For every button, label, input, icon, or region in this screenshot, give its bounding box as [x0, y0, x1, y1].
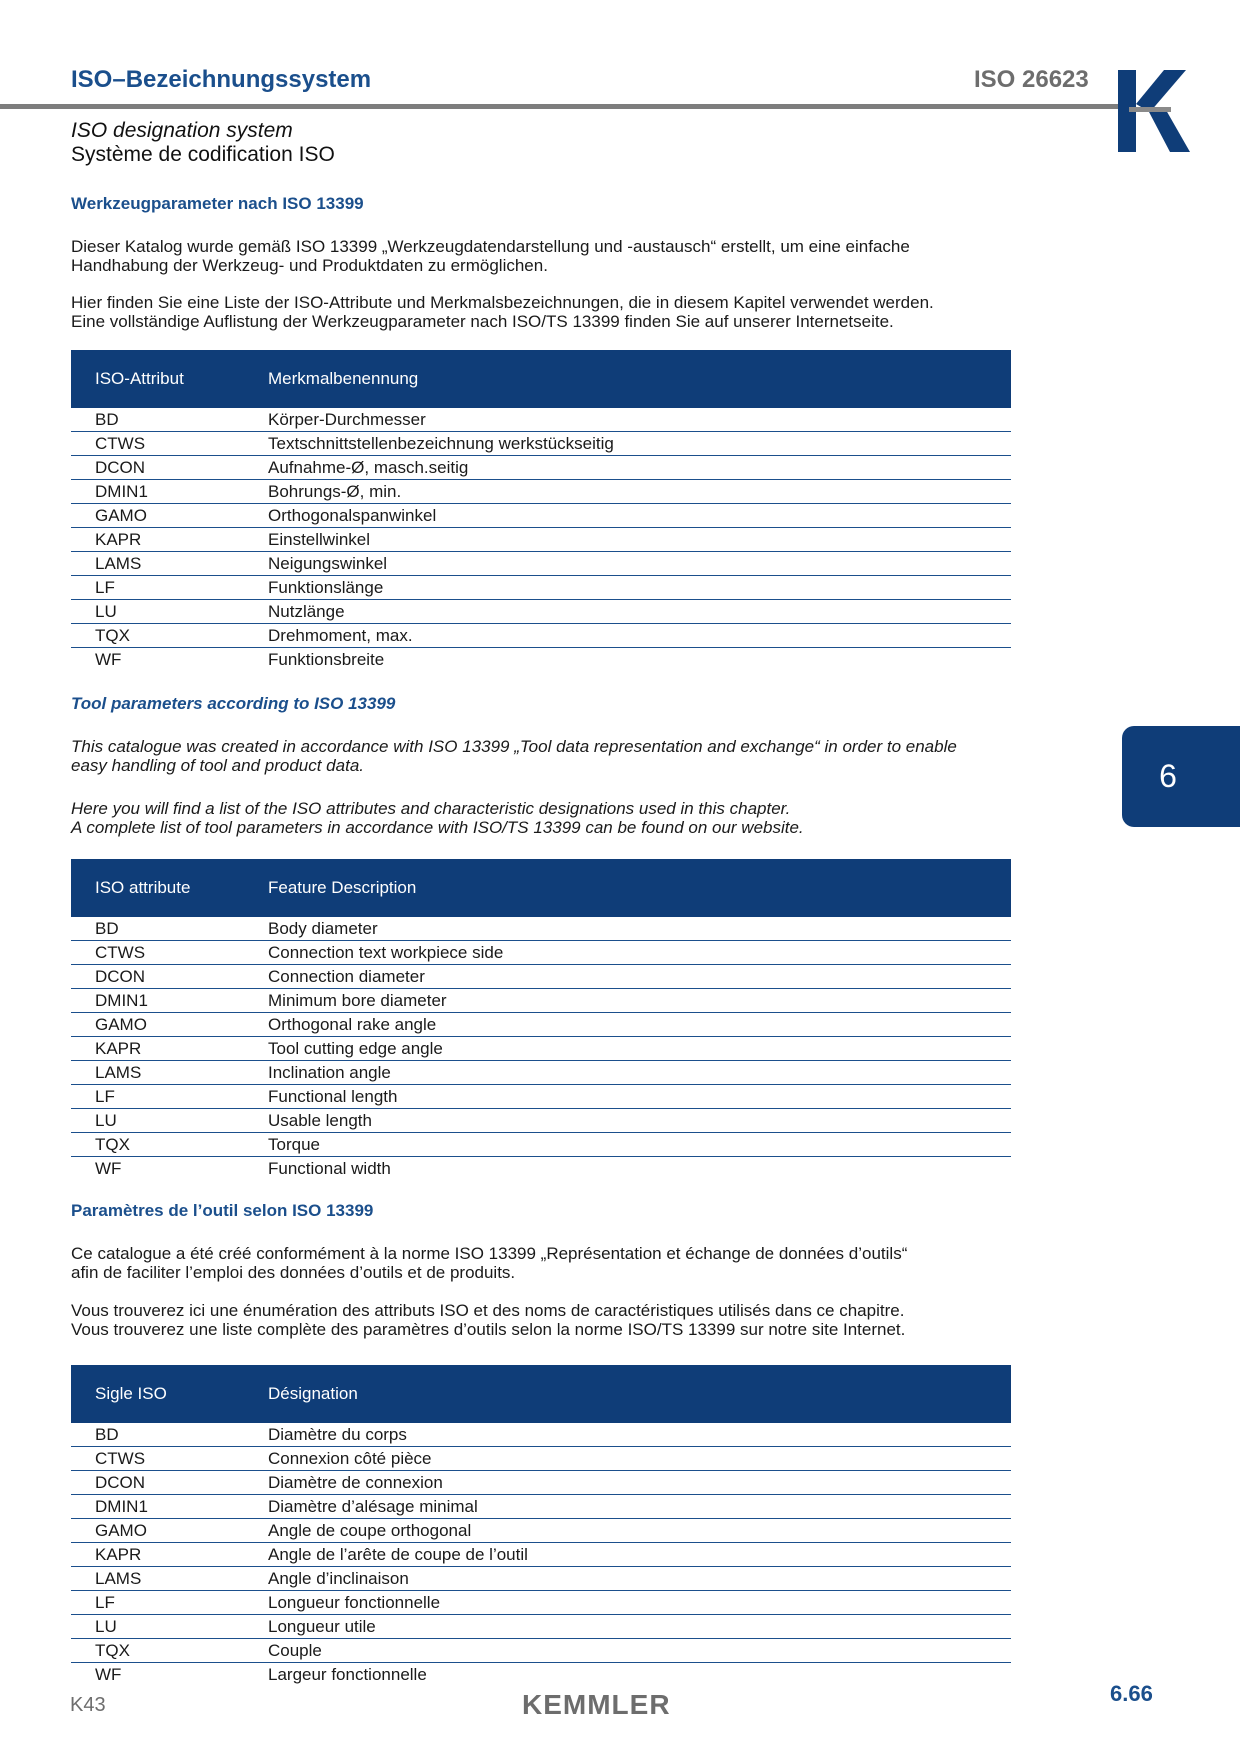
- table-row: [71, 432, 1011, 456]
- attribute-table-french: [71, 1365, 1011, 1687]
- iso-attribute-cell: LU: [71, 600, 268, 624]
- table-row: [71, 1013, 1011, 1037]
- iso-attribute-cell: BD: [71, 1423, 268, 1447]
- table-row: [71, 1495, 1011, 1519]
- iso-attribute-cell: GAMO: [71, 1013, 268, 1037]
- iso-attribute-cell: DMIN1: [71, 480, 268, 504]
- paragraph-line: Vous trouverez une liste complète des paramètres d’outils selon la norme ISO/TS 13399 sur notre site Internet.: [71, 1320, 906, 1339]
- iso-attribute-cell: KAPR: [71, 1543, 268, 1567]
- paragraph-line: Hier finden Sie eine Liste der ISO-Attribute und Merkmalsbezeichnungen, die in diesem Kapitel verwendet werden.: [71, 293, 934, 312]
- description-cell: Diamètre d’alésage minimal: [268, 1495, 1011, 1519]
- paragraph-line: afin de faciliter l’emploi des données d’outils et de produits.: [71, 1263, 516, 1282]
- table-row: [71, 648, 1011, 672]
- iso-attribute-cell: TQX: [71, 1639, 268, 1663]
- description-cell: Largeur fonctionnelle: [268, 1665, 427, 1685]
- iso-attribute-cell: CTWS: [71, 432, 268, 456]
- paragraph: [71, 737, 1011, 775]
- iso-attribute-cell: GAMO: [71, 504, 268, 528]
- description-cell: Angle d’inclinaison: [268, 1567, 1011, 1591]
- description-cell: Connection diameter: [268, 965, 1011, 989]
- description-cell: Nutzlänge: [268, 600, 1011, 624]
- iso-attribute-cell: LAMS: [71, 1061, 268, 1085]
- paragraph-line: Eine vollständige Auflistung der Werkzeugparameter nach ISO/TS 13399 finden Sie auf unserer Internetseite.: [71, 312, 894, 331]
- table-row: [71, 1157, 1011, 1181]
- paragraph: [71, 1301, 1011, 1339]
- table-row: [71, 624, 1011, 648]
- description-cell: Angle de l’arête de coupe de l’outil: [268, 1543, 1011, 1567]
- paragraph-line: Handhabung der Werkzeug- und Produktdaten zu ermöglichen.: [71, 256, 548, 275]
- table-row: [71, 1519, 1011, 1543]
- table-row: [71, 1085, 1011, 1109]
- table-row: [71, 989, 1011, 1013]
- standard-label: ISO 26623: [974, 66, 1089, 93]
- paragraph-line: easy handling of tool and product data.: [71, 756, 364, 775]
- table-row: [71, 600, 1011, 624]
- table-row: [71, 480, 1011, 504]
- description-cell: Drehmoment, max.: [268, 624, 1011, 648]
- table-row: [71, 552, 1011, 576]
- description-cell: Torque: [268, 1133, 1011, 1157]
- iso-attribute-cell: LF: [71, 1591, 268, 1615]
- table-row: [71, 1471, 1011, 1495]
- table-row: [71, 504, 1011, 528]
- page-number: 6.66: [1110, 1681, 1153, 1706]
- footer-code: K43: [70, 1694, 106, 1716]
- section-title: Tool parameters according to ISO 13399: [71, 694, 396, 713]
- iso-attribute-cell: BD: [71, 917, 268, 941]
- description-cell: Functional length: [268, 1085, 1011, 1109]
- header-divider: [0, 104, 1120, 109]
- attribute-table-german: [71, 350, 1011, 672]
- kemmler-k-logo-icon: [1118, 70, 1190, 152]
- paragraph-line: A complete list of tool parameters in accordance with ISO/TS 13399 can be found on our website.: [71, 818, 804, 837]
- table-row: [71, 1591, 1011, 1615]
- iso-attribute-cell: DCON: [71, 965, 268, 989]
- iso-attribute-cell: TQX: [71, 1133, 268, 1157]
- table-row: [71, 456, 1011, 480]
- paragraph: [71, 799, 1011, 837]
- iso-attribute-cell: WF: [95, 1665, 122, 1685]
- iso-attribute-cell: BD: [71, 408, 268, 432]
- paragraph-line: Vous trouverez ici une énumération des attributs ISO et des noms de caractéristiques utilisés dans ce chapitre.: [71, 1301, 905, 1320]
- section-title: Paramètres de l’outil selon ISO 13399: [71, 1201, 374, 1220]
- table-row: [71, 1543, 1011, 1567]
- table-row: [71, 1061, 1011, 1085]
- description-cell: Diamètre de connexion: [268, 1471, 1011, 1495]
- subtitle-french: Système de codification ISO: [71, 143, 335, 166]
- iso-attribute-cell: CTWS: [71, 941, 268, 965]
- table-row: [71, 941, 1011, 965]
- footer-brand-logo: KEMMLER: [522, 1689, 671, 1720]
- description-cell: Funktionslänge: [268, 576, 1011, 600]
- table-row: [71, 917, 1011, 941]
- description-cell: Minimum bore diameter: [268, 989, 1011, 1013]
- iso-attribute-cell: LAMS: [71, 1567, 268, 1591]
- column-header: ISO-Attribut: [71, 350, 268, 408]
- iso-attribute-cell: KAPR: [71, 1037, 268, 1061]
- column-header: ISO attribute: [71, 859, 268, 917]
- section-german: [71, 193, 1011, 215]
- description-cell: Orthogonalspanwinkel: [268, 504, 1011, 528]
- paragraph-line: Dieser Katalog wurde gemäß ISO 13399 „Werkzeugdatendarstellung und -austausch“ erstellt, um eine einfache: [71, 237, 910, 256]
- attribute-table-english: [71, 859, 1011, 1181]
- table-row: [71, 965, 1011, 989]
- description-cell: Tool cutting edge angle: [268, 1037, 1011, 1061]
- iso-attribute-cell: LU: [71, 1615, 268, 1639]
- description-cell: Funktionsbreite: [268, 650, 385, 670]
- table-row: [71, 1663, 1011, 1687]
- column-header: Désignation: [268, 1365, 1011, 1423]
- table-row: [71, 1037, 1011, 1061]
- description-cell: Functional width: [268, 1159, 391, 1179]
- table-row: [71, 1639, 1011, 1663]
- table-row: [71, 576, 1011, 600]
- table-row: [71, 1567, 1011, 1591]
- iso-attribute-cell: LF: [71, 1085, 268, 1109]
- iso-attribute-cell: WF: [95, 1159, 122, 1179]
- table-row: [71, 1423, 1011, 1447]
- iso-attribute-cell: LF: [71, 576, 268, 600]
- paragraph: [71, 293, 1011, 331]
- subtitle-english: ISO designation system: [71, 119, 293, 142]
- table-row: [71, 528, 1011, 552]
- paragraph-line: Here you will find a list of the ISO attributes and characteristic designations used in this chapter.: [71, 799, 791, 818]
- iso-attribute-cell: DMIN1: [71, 989, 268, 1013]
- iso-attribute-cell: GAMO: [71, 1519, 268, 1543]
- description-cell: Usable length: [268, 1109, 1011, 1133]
- description-cell: Connection text workpiece side: [268, 941, 1011, 965]
- table-row: [71, 1447, 1011, 1471]
- iso-attribute-cell: DCON: [71, 456, 268, 480]
- description-cell: Bohrungs-Ø, min.: [268, 480, 1011, 504]
- description-cell: Angle de coupe orthogonal: [268, 1519, 1011, 1543]
- description-cell: Body diameter: [268, 917, 1011, 941]
- page-title: ISO–Bezeichnungssystem: [71, 66, 372, 93]
- description-cell: Diamètre du corps: [268, 1423, 1011, 1447]
- description-cell: Connexion côté pièce: [268, 1447, 1011, 1471]
- table-row: [71, 408, 1011, 432]
- column-header: Sigle ISO: [71, 1365, 268, 1423]
- description-cell: Couple: [268, 1639, 1011, 1663]
- iso-attribute-cell: DMIN1: [71, 1495, 268, 1519]
- description-cell: Einstellwinkel: [268, 528, 1011, 552]
- paragraph-line: Ce catalogue a été créé conformément à la norme ISO 13399 „Représentation et échange de données d’outils“: [71, 1244, 908, 1263]
- description-cell: Longueur utile: [268, 1615, 1011, 1639]
- iso-attribute-cell: LU: [71, 1109, 268, 1133]
- paragraph-line: This catalogue was created in accordance with ISO 13399 „Tool data representation and exchange“ in order to enable: [71, 737, 957, 756]
- iso-attribute-cell: TQX: [71, 624, 268, 648]
- description-cell: Orthogonal rake angle: [268, 1013, 1011, 1037]
- section-english: [71, 693, 1011, 715]
- description-cell: Neigungswinkel: [268, 552, 1011, 576]
- chapter-tab[interactable]: 6: [1122, 726, 1240, 827]
- description-cell: Textschnittstellenbezeichnung werkstückseitig: [268, 432, 1011, 456]
- iso-attribute-cell: KAPR: [71, 528, 268, 552]
- description-cell: Aufnahme-Ø, masch.seitig: [268, 456, 1011, 480]
- description-cell: Inclination angle: [268, 1061, 1011, 1085]
- description-cell: Körper-Durchmesser: [268, 408, 1011, 432]
- iso-attribute-cell: DCON: [71, 1471, 268, 1495]
- table-row: [71, 1109, 1011, 1133]
- paragraph: [71, 237, 1011, 275]
- column-header: Merkmalbenennung: [268, 350, 1011, 408]
- description-cell: Longueur fonctionnelle: [268, 1591, 1011, 1615]
- section-french: [71, 1200, 1011, 1222]
- table-row: [71, 1133, 1011, 1157]
- iso-attribute-cell: CTWS: [71, 1447, 268, 1471]
- iso-attribute-cell: WF: [95, 650, 122, 670]
- paragraph: [71, 1244, 1011, 1282]
- table-row: [71, 1615, 1011, 1639]
- column-header: Feature Description: [268, 859, 1011, 917]
- section-title: Werkzeugparameter nach ISO 13399: [71, 194, 364, 213]
- iso-attribute-cell: LAMS: [71, 552, 268, 576]
